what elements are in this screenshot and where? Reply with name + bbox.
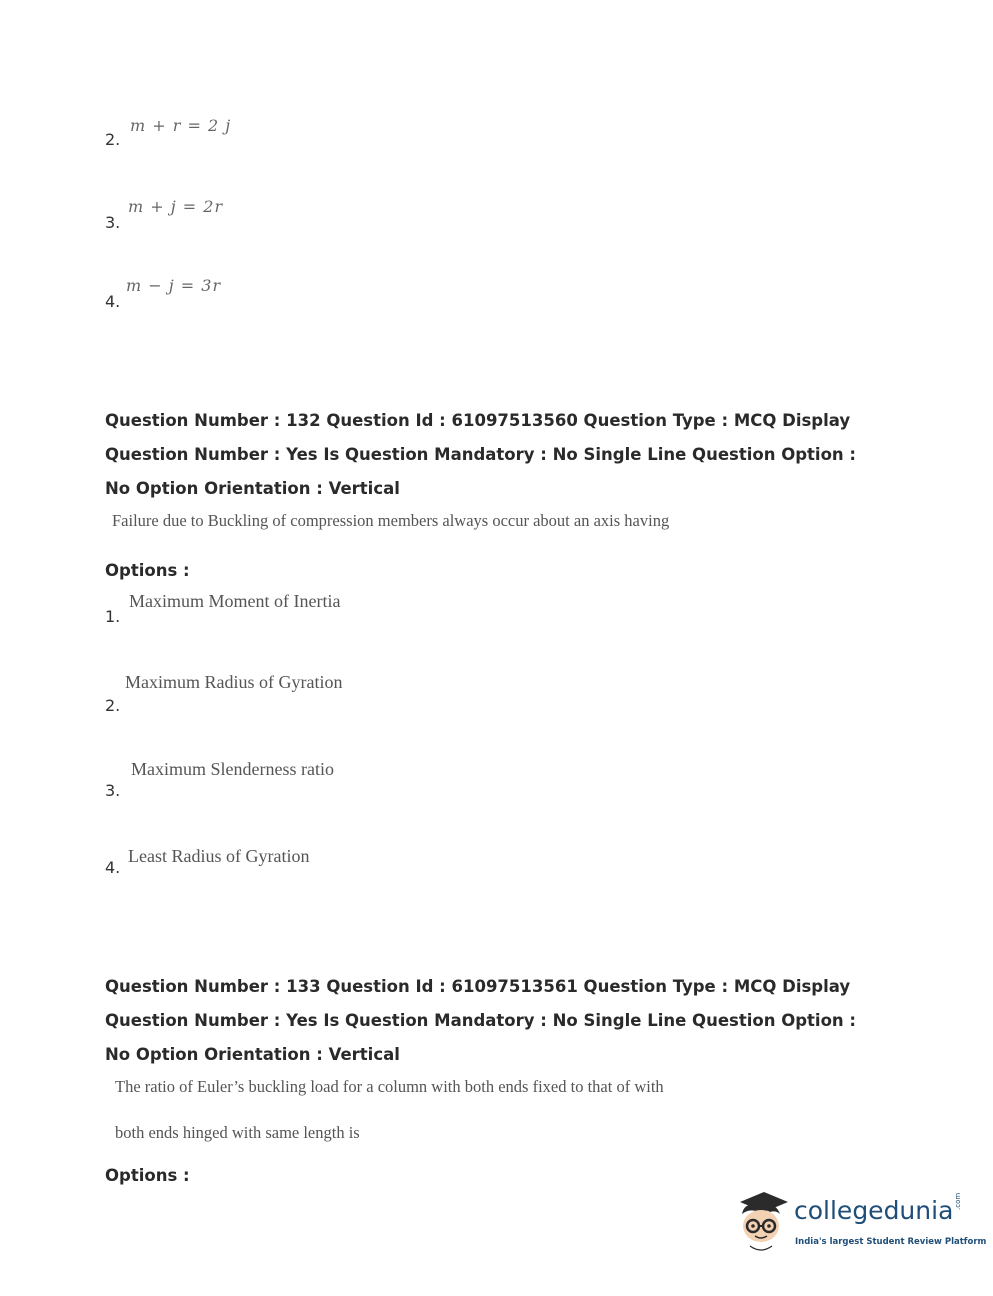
option-text: Maximum Radius of Gyration xyxy=(125,672,343,692)
logo-tagline: India's largest Student Review Platform xyxy=(795,1237,987,1247)
question-133-stem-line1: The ratio of Euler’s buckling load for a column with both ends fixed to that of with xyxy=(115,1077,664,1096)
mascot-icon xyxy=(736,1188,794,1260)
option-number: 2. xyxy=(105,130,121,149)
option-number: 3. xyxy=(105,213,121,232)
option-number: 3. xyxy=(105,781,121,800)
option-text: Least Radius of Gyration xyxy=(128,846,310,866)
question-132-stem: Failure due to Buckling of compression members always occur about an axis having xyxy=(112,511,670,530)
option-text: Maximum Slenderness ratio xyxy=(131,759,334,779)
option-number: 1. xyxy=(105,607,121,626)
option-expression: m + r = 2 j xyxy=(130,116,232,135)
options-label: Options : xyxy=(105,561,190,580)
question-132-header: Question Number : 132 Question Id : 61097513560 Question Type : MCQ Display Question Number : Yes Is Question Mandatory : No Single Line Question Option : No Option Orientation : Vertical xyxy=(105,411,857,498)
option-number: 2. xyxy=(105,696,121,715)
option-expression: m + j = 2r xyxy=(128,197,224,216)
question-133-header: Question Number : 133 Question Id : 61097513561 Question Type : MCQ Display Question Number : Yes Is Question Mandatory : No Single Line Question Option : No Option Orientation : Vertical xyxy=(105,977,857,1064)
option-number: 4. xyxy=(105,292,121,311)
option-text: Maximum Moment of Inertia xyxy=(129,591,341,611)
question-133-stem-line2: both ends hinged with same length is xyxy=(115,1123,360,1142)
collegedunia-logo xyxy=(736,1188,987,1260)
option-expression: m − j = 3r xyxy=(126,276,222,295)
logo-suffix: .com xyxy=(954,1192,962,1210)
option-number: 4. xyxy=(105,858,121,877)
options-label: Options : xyxy=(105,1166,190,1185)
logo-wordmark: collegedunia xyxy=(794,1196,954,1225)
